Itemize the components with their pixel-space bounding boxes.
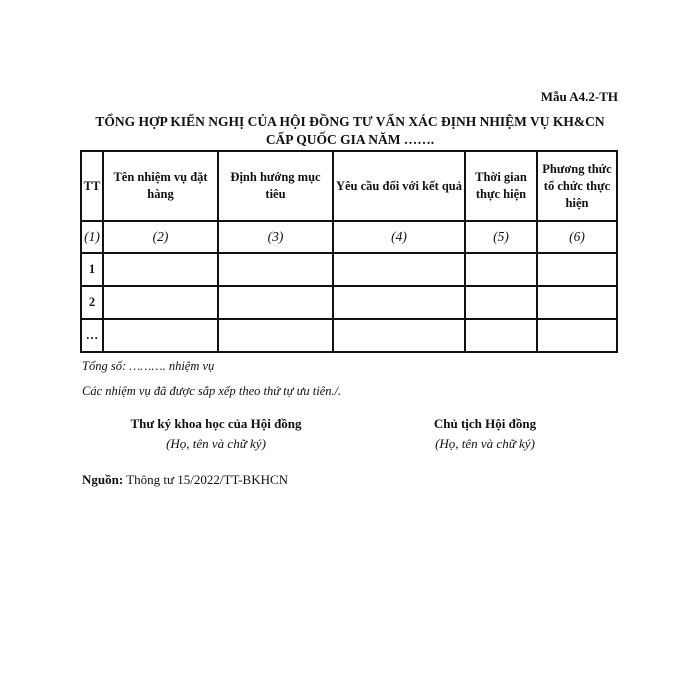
secretary-signature-block bbox=[116, 414, 316, 454]
chairman-signature-block bbox=[400, 414, 570, 454]
table-cell bbox=[465, 286, 537, 319]
header-method: Phương thức tổ chức thực hiện bbox=[537, 151, 617, 221]
table-cell bbox=[218, 319, 333, 352]
column-number: (1) bbox=[81, 221, 103, 253]
table-cell bbox=[103, 319, 218, 352]
table-cell bbox=[333, 286, 465, 319]
title-line-2: CẤP QUỐC GIA NĂM ……. bbox=[265, 132, 435, 147]
table-row bbox=[81, 286, 617, 319]
source-text: Thông tư 15/2022/TT-BKHCN bbox=[126, 472, 289, 487]
header-tt: TT bbox=[81, 151, 103, 221]
secretary-signature-hint: (Họ, tên và chữ ký) bbox=[166, 436, 266, 451]
column-number: (4) bbox=[333, 221, 465, 253]
total-tasks-line: Tổng số: ………. nhiệm vụ bbox=[82, 359, 215, 373]
row-index: 2 bbox=[81, 286, 103, 319]
table-row bbox=[81, 319, 617, 352]
row-index: 1 bbox=[81, 253, 103, 286]
title-line-1: TỔNG HỢP KIẾN NGHỊ CỦA HỘI ĐỒNG TƯ VẤN XÁC ĐỊNH NHIỆM VỤ KH&CN bbox=[95, 114, 605, 129]
priority-note: Các nhiệm vụ đã được sắp xếp theo thứ tự ưu tiên./. bbox=[82, 384, 342, 398]
table-cell bbox=[103, 253, 218, 286]
table-numbering-row bbox=[81, 221, 617, 253]
document-title bbox=[60, 113, 640, 149]
table-cell bbox=[218, 253, 333, 286]
column-number: (6) bbox=[537, 221, 617, 253]
table-cell bbox=[333, 319, 465, 352]
column-number: (5) bbox=[465, 221, 537, 253]
chairman-signature-hint: (Họ, tên và chữ ký) bbox=[435, 436, 535, 451]
column-number: (3) bbox=[218, 221, 333, 253]
header-duration: Thời gian thực hiện bbox=[465, 151, 537, 221]
source-line bbox=[82, 472, 288, 488]
header-result-requirements: Yêu cầu đối với kết quả bbox=[333, 151, 465, 221]
column-number: (2) bbox=[103, 221, 218, 253]
table-cell bbox=[537, 286, 617, 319]
header-objective: Định hướng mục tiêu bbox=[218, 151, 333, 221]
table-cell bbox=[465, 253, 537, 286]
table-cell bbox=[103, 286, 218, 319]
table-cell bbox=[537, 253, 617, 286]
row-index: … bbox=[81, 319, 103, 352]
table-cell bbox=[537, 319, 617, 352]
table-row bbox=[81, 253, 617, 286]
table-cell bbox=[333, 253, 465, 286]
secretary-role: Thư ký khoa học của Hội đồng bbox=[130, 416, 302, 431]
chairman-role: Chủ tịch Hội đồng bbox=[433, 416, 537, 431]
header-task-name: Tên nhiệm vụ đặt hàng bbox=[103, 151, 218, 221]
table-cell bbox=[218, 286, 333, 319]
source-label: Nguồn: bbox=[82, 472, 124, 487]
form-code: Mẫu A4.2-TH bbox=[540, 89, 618, 104]
table-cell bbox=[465, 319, 537, 352]
table-header-row bbox=[81, 151, 617, 221]
summary-table bbox=[80, 150, 618, 353]
